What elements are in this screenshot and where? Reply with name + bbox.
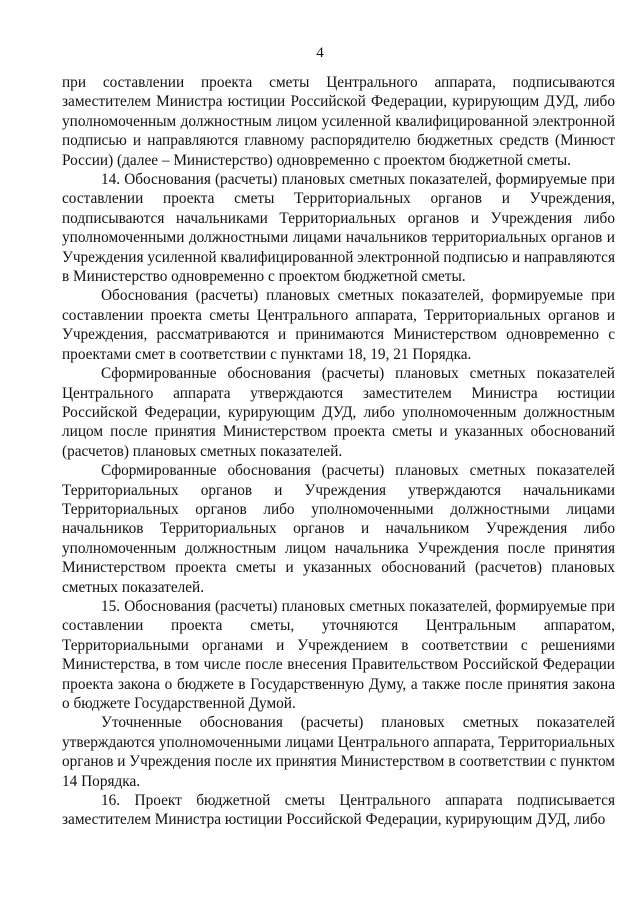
paragraph-item-16: 16. Проект бюджетной сметы Центрального аппарата подписывается заместителем Министра юстиции Российской Федерации, курирующим ДУД, либо <box>62 792 615 829</box>
paragraph-territorial-approval: Сформированные обоснования (расчеты) плановых сметных показателей Территориальных органов и Учреждения утверждаются начальниками Территориальных органов либо уполномоченными должностными лицами начальников Территориальных органов и начальником Учреждения либо уполномоченным должностным лицом начальника Учреждения после принятия Министерством проекта сметы и указанных обоснований (расчетов) плановых сметных показателей. <box>62 462 615 596</box>
paragraph-refined-approval: Уточненные обоснования (расчеты) плановых сметных показателей утверждаются уполномоченными лицами Центрального аппарата, Территориальных органов и Учреждения после их принятия Министерством в соответствии с пунктом 14 Порядка. <box>62 714 615 790</box>
paragraph-central-approval: Сформированные обоснования (расчеты) плановых сметных показателей Центрального аппарата утверждаются заместителем Министра юстиции Российской Федерации, курирующим ДУД, либо уполномоченным должностным лицом после принятия Министерством проекта сметы и указанных обоснований (расчетов) плановых сметных показателей. <box>62 365 615 460</box>
paragraph-item-14: 14. Обоснования (расчеты) плановых сметных показателей, формируемые при составлении проекта сметы Территориальных органов и Учреждения, подписываются начальниками Территориальных органов и Учреждения либо уполномоченными должностными лицами начальников территориальных органов и Учреждения усиленной квалифицированной электронной подписью и направляются в Министерство одновременно с проектом бюджетной сметы. <box>62 171 615 286</box>
paragraph-justifications-review: Обоснования (расчеты) плановых сметных показателей, формируемые при составлении проекта сметы Центрального аппарата, Территориальных органов и Учреждения, рассматриваются и принимаются Министерством одновременно с проектами смет в соответствии с пунктами 18, 19, 21 Порядка. <box>62 287 615 363</box>
paragraph-continuation: при составлении проекта сметы Центрального аппарата, подписываются заместителем Министра юстиции Российской Федерации, курирующим ДУД, либо уполномоченным должностным лицом усиленной квалифицированной электронной подписью и направляются главному распорядителю бюджетных средств (Минюст России) (далее – Министерство) одновременно с проектом бюджетной сметы. <box>62 74 615 169</box>
document-body <box>62 73 615 830</box>
page-number: 4 <box>316 45 324 61</box>
paragraph-item-15: 15. Обоснования (расчеты) плановых сметных показателей, формируемые при составлении проекта сметы, уточняются Центральным аппаратом, Территориальными органами и Учреждением в соответствии с решениями Министерства, в том числе после внесения Правительством Российской Федерации проекта закона о бюджете в Государственную Думу, а также после принятия закона о бюджете Государственной Думой. <box>62 597 615 712</box>
